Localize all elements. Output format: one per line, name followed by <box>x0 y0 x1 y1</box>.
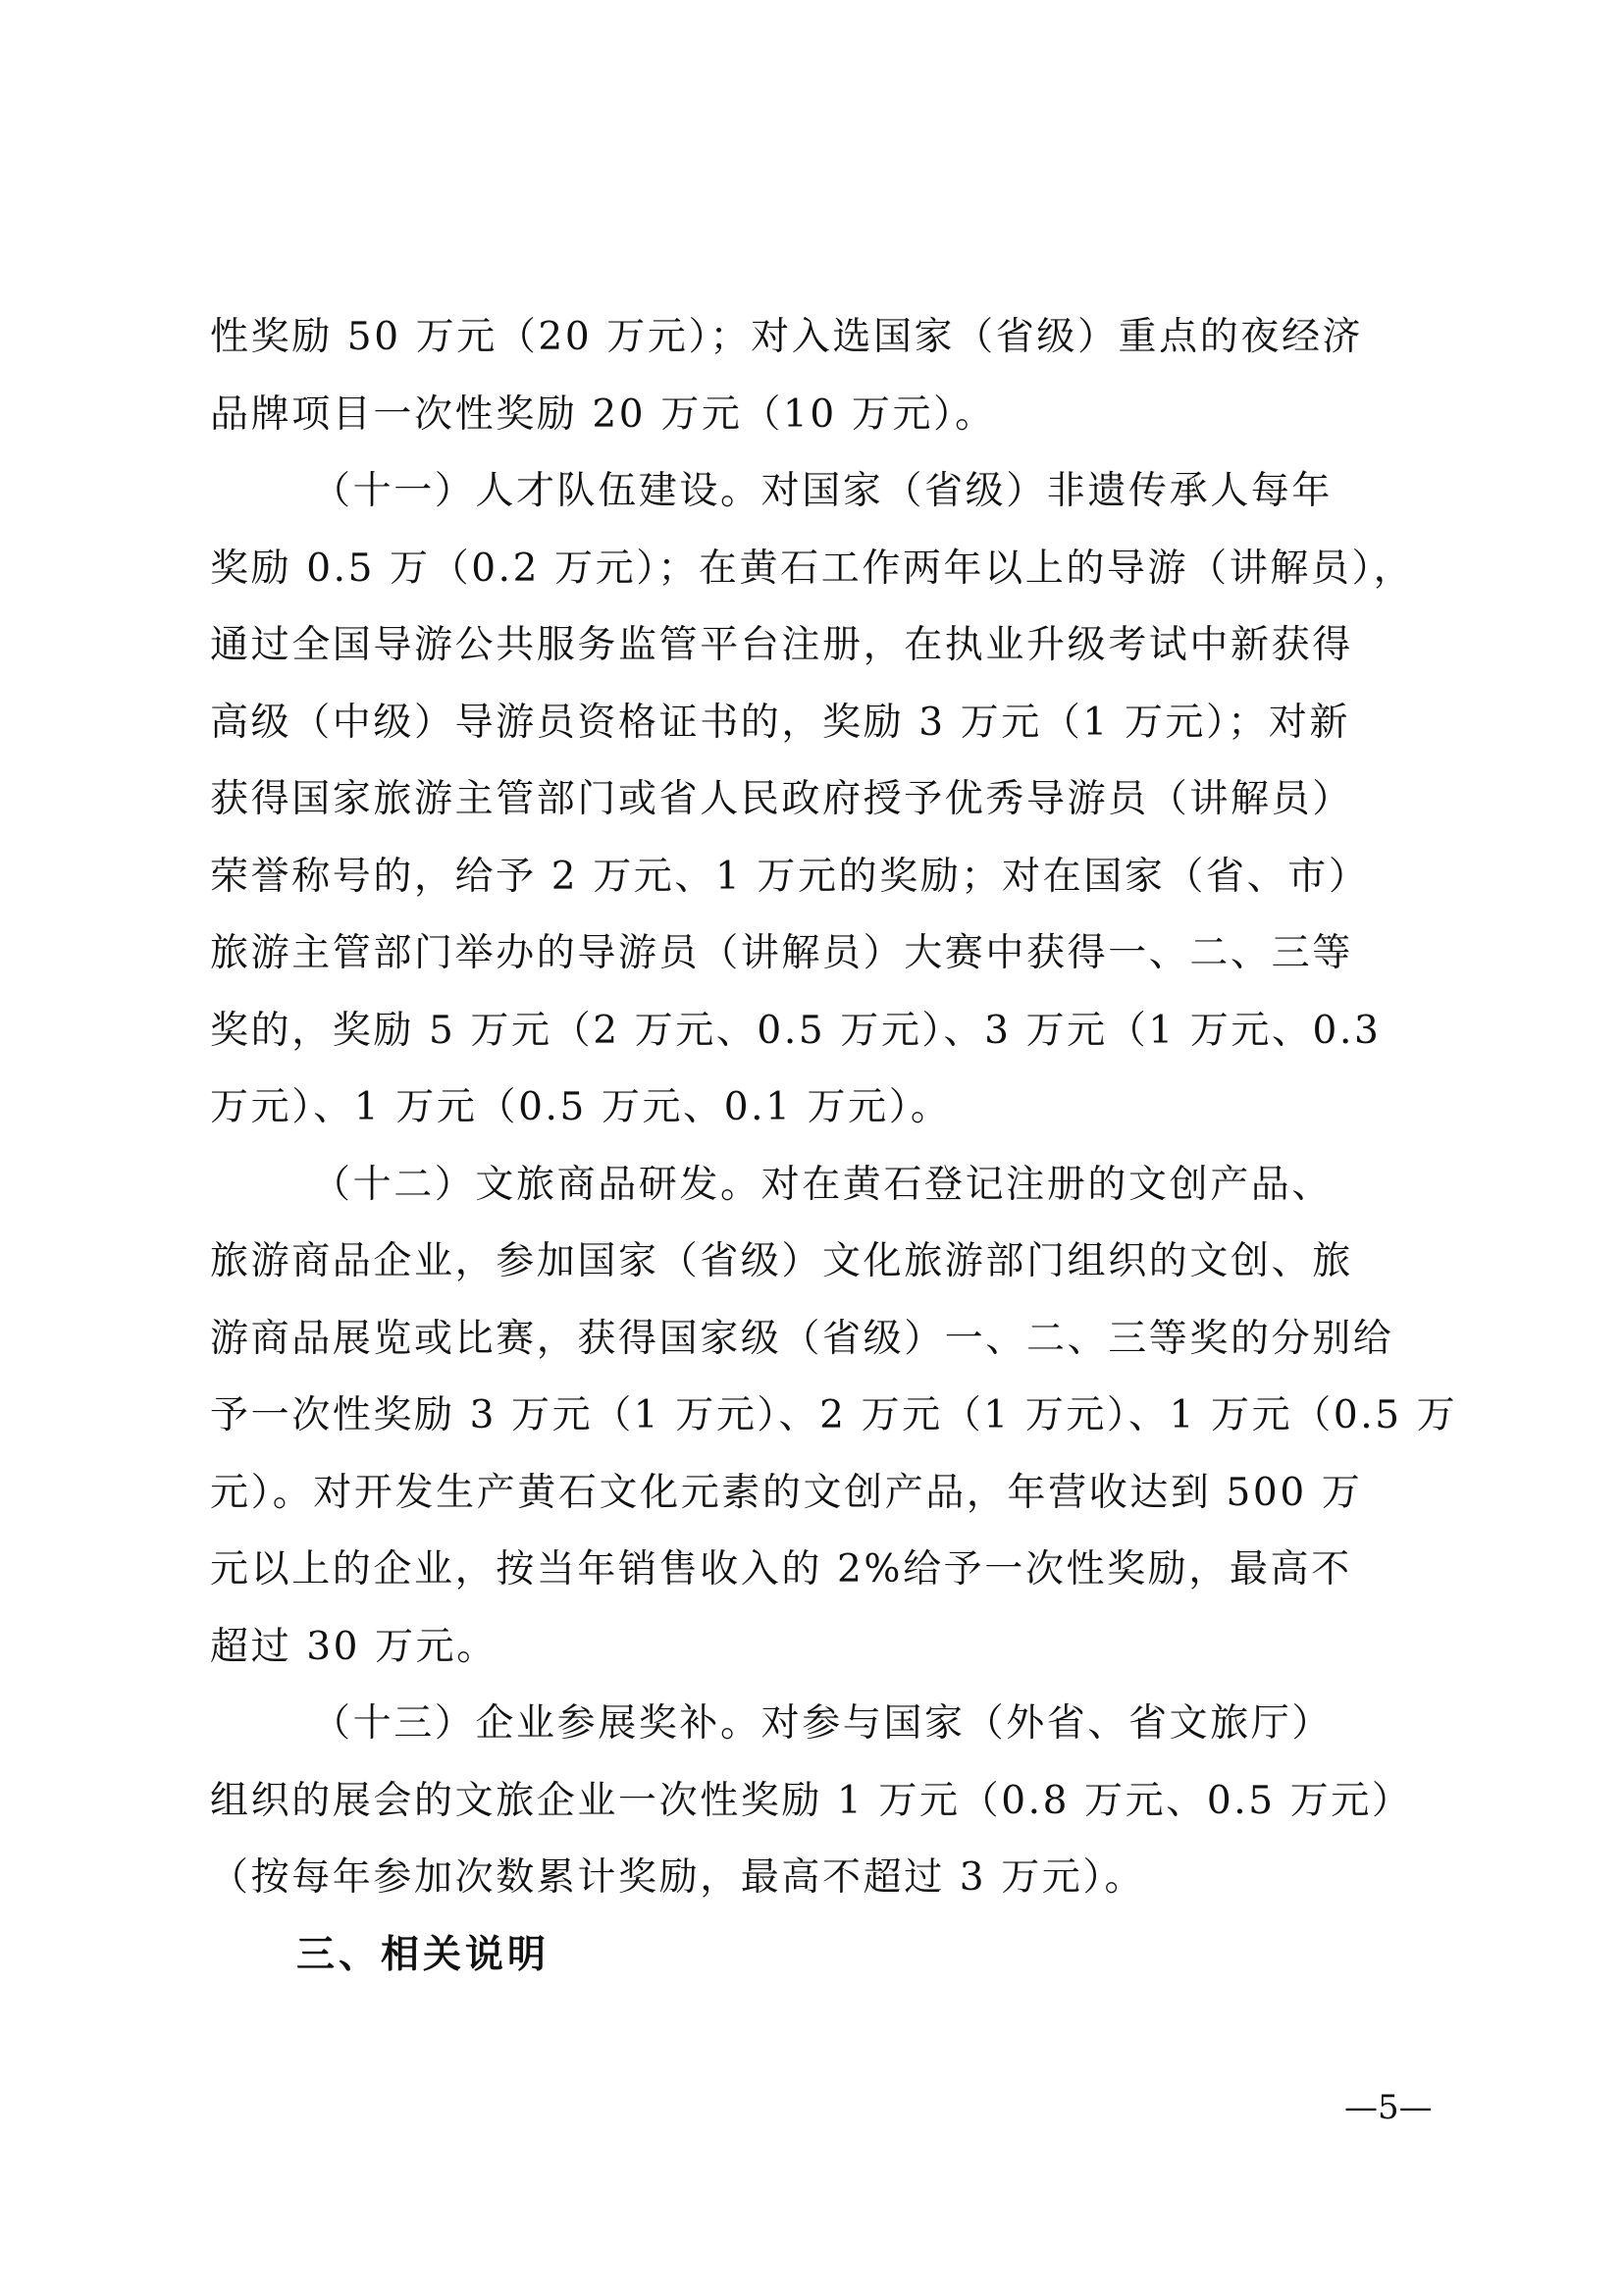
text-line: 荣誉称号的，给予 2 万元、1 万元的奖励；对在国家（省、市） <box>210 854 1370 899</box>
paragraph-13-heading-line: （十三）企业参展奖补。对参与国家（外省、省文旅厅） <box>312 1701 1334 1746</box>
document-body <box>210 299 1458 1994</box>
text-line: 性奖励 50 万元（20 万元）；对入选国家（省级）重点的夜经济 <box>210 315 1364 359</box>
text-line: 高级（中级）导游员资格证书的，奖励 3 万元（1 万元）；对新 <box>210 700 1350 745</box>
text-line: 超过 30 万元。 <box>210 1624 498 1669</box>
text-line: 旅游商品企业，参加国家（省级）文化旅游部门组织的文创、旅 <box>210 1239 1353 1283</box>
section-heading: 三、相关说明 <box>296 1932 550 1977</box>
text-line: 万元）、1 万元（0.5 万元、0.1 万元）。 <box>210 1085 952 1129</box>
text-line: 旅游主管部门举办的导游员（讲解员）大赛中获得一、二、三等 <box>210 931 1353 975</box>
text-line: 获得国家旅游主管部门或省人民政府授予优秀导游员（讲解员） <box>210 777 1353 821</box>
paragraph-12-heading-line: （十二）文旅商品研发。对在黄石登记注册的文创产品、 <box>312 1162 1334 1207</box>
paragraph-11-heading-line: （十一）人才队伍建设。对国家（省级）非遗传承人每年 <box>312 469 1334 513</box>
text-line: 品牌项目一次性奖励 20 万元（10 万元）。 <box>210 391 996 437</box>
text-line: 予一次性奖励 3 万元（1 万元）、2 万元（1 万元）、1 万元（0.5 万 <box>210 1393 1458 1437</box>
text-line: 元）。对开发生产黄石文化元素的文创产品，年营收达到 500 万 <box>210 1470 1363 1515</box>
text-line: 通过全国导游公共服务监管平台注册，在执业升级考试中新获得 <box>210 623 1353 667</box>
text-line: 奖的，奖励 5 万元（2 万元、0.5 万元）、3 万元（1 万元、0.3 <box>210 1008 1382 1053</box>
text-line: 组织的展会的文旅企业一次性奖励 1 万元（0.8 万元、0.5 万元） <box>210 1778 1413 1823</box>
text-line: （按每年参加次数累计奖励，最高不超过 3 万元）。 <box>210 1855 1146 1900</box>
page-number: —5— <box>1344 2088 1433 2127</box>
text-line: 奖励 0.5 万（0.2 万元）；在黄石工作两年以上的导游（讲解员）， <box>210 546 1415 591</box>
text-line: 元以上的企业，按当年销售收入的 2%给予一次性奖励，最高不 <box>210 1547 1352 1592</box>
text-line: 游商品展览或比赛，获得国家级（省级）一、二、三等奖的分别给 <box>210 1316 1394 1361</box>
